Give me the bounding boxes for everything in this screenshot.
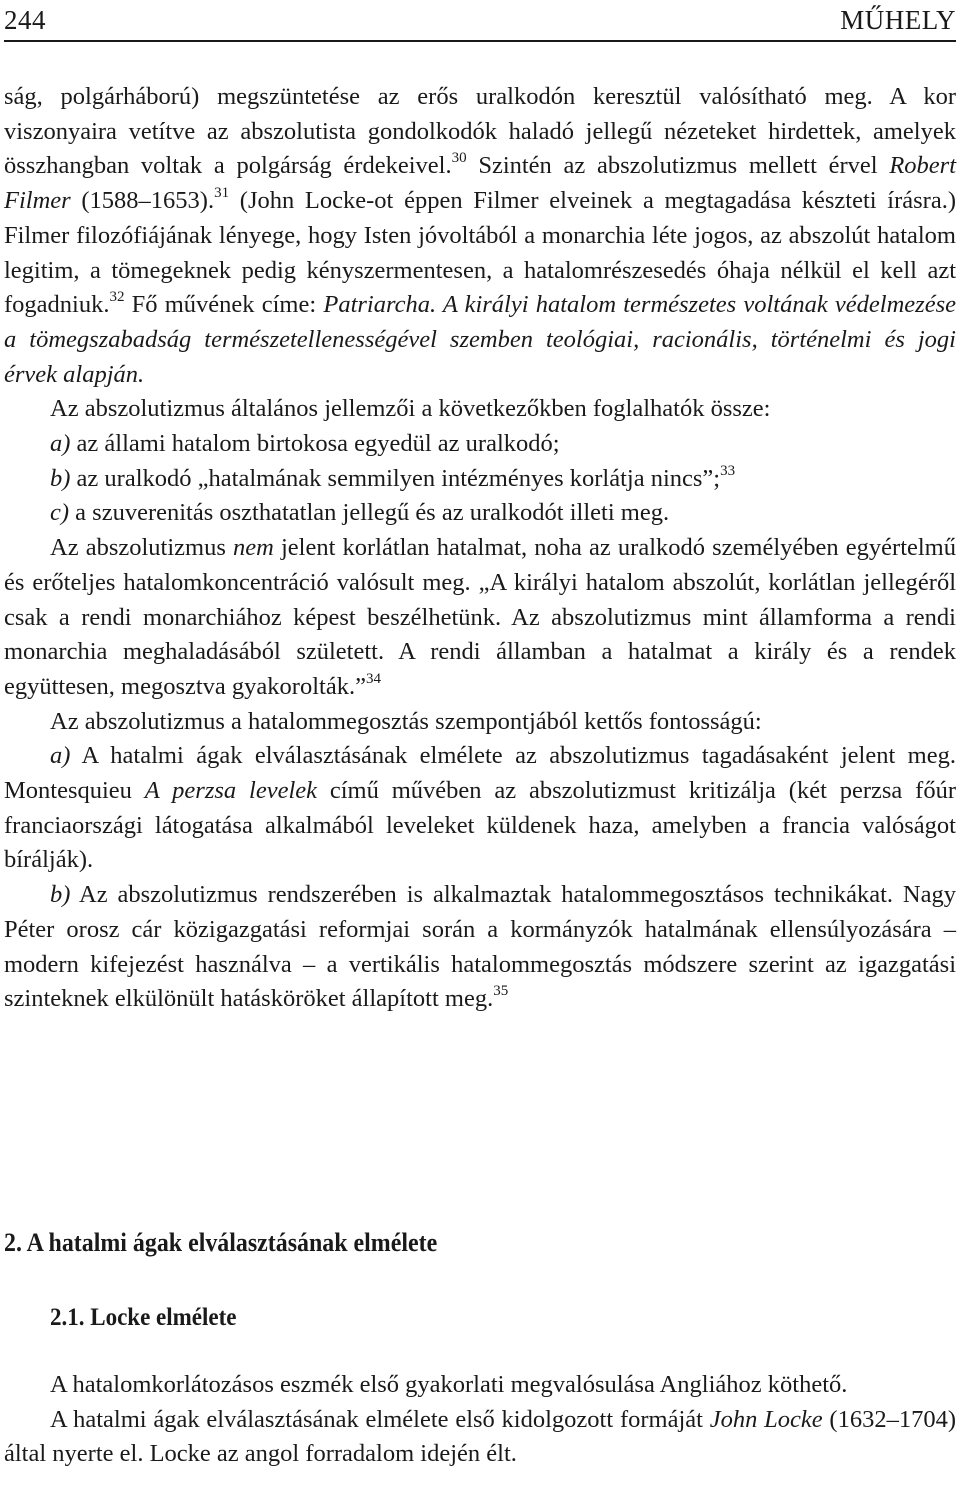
page-number: 244 (4, 5, 46, 35)
header-rule (4, 40, 956, 42)
list-item-c: c) a szuverenitás oszthatatlan jellegű és az uralkodót illeti meg. (50, 499, 670, 527)
footnote-ref-35[interactable]: 35 (493, 983, 509, 1000)
paragraph-not-unlimited: Az abszolutizmus nem jelent korlátlan hatalmat, noha az uralkodó személyében egyértelmű és erőteljes hatalomkoncentráció valósult meg. „A királyi hatalom abszolút, korlátlan jellegéről csak a rendi monarchiához képest beszélhetünk. Az abszolutizmus mint államforma a rendi monarchia meghaladásából született. A rendi államban a hatalmat a király és a rendek együttesen, megosztva gyakorolták.”$^{34}$ (4, 534, 956, 700)
body-text (4, 80, 956, 1017)
journal-title: MŰHELY (840, 5, 956, 35)
footnote-ref-34[interactable]: 34 (365, 670, 381, 687)
footnote-ref-32[interactable]: 32 (109, 289, 125, 306)
list-item-b-2: b) Az abszolutizmus rendszerében is alkalmaztak hatalommegosztásos technikákat. Nagy Péter orosz cár közigazgatási reformjai során a kormányzók hatalmának ellensúlyozására – modern kifejezést használva – a vertikális hatalommegosztás módszere szerint az igazgatási szinteknek elkülönült hatásköröket állapított meg.$^{35}$ (4, 881, 956, 1013)
section-body-text (4, 1368, 956, 1472)
subsection-heading: 2.1. Locke elmélete (50, 1304, 237, 1331)
list-item-a-2: a) A hatalmi ágak elválasztásának elmélete az abszolutizmus tagadásaként jelent meg. Montesquieu A perzsa levelek című művében az abszolutizmust kritizálja (két perzsa főúr franciaországi látogatása alkalmából leveleket küldenek haza, amelyben a francia valóságot bírálják). (4, 742, 956, 874)
paragraph-characteristics: Az abszolutizmus általános jellemzői a következőkben foglalhatók össze: (50, 395, 771, 423)
running-header (4, 5, 956, 39)
paragraph-england: A hatalomkorlátozásos eszmék első gyakorlati megvalósulása Angliához köthető. (50, 1371, 848, 1398)
paragraph-locke: A hatalmi ágak elválasztásának elmélete első kidolgozott formáját John Locke (1632–1704) által nyerte el. Locke az angol forradalom idején élt. (4, 1405, 956, 1468)
list-item-b: b) az uralkodó „hatalmának semmilyen intézményes korlátja nincs”;$^{33}$ (50, 462, 736, 492)
footnote-ref-30[interactable]: 30 (451, 150, 467, 167)
section-heading: 2. A hatalmi ágak elválasztásának elmélete (4, 1228, 438, 1257)
list-item-a: a) az állami hatalom birtokosa egyedül az uralkodó; (50, 430, 560, 458)
paragraph-filmer: ság, polgárháború) megszüntetése az erős uralkodón keresztül valósítható meg. A kor viszonyaira vetítve az abszolutista gondolkodók haladó jellegű nézeteket hirdettek, amelyek összhangban voltak a polgárság érdekeivel.$^{30}$ Szintén az abszolutizmus mellett érvel Robert Filmer (1588–1653).$^{31}$ (John Locke-ot éppen Filmer elveinek a megtagadása készteti írásra.) Filmer filozófiájának lényege, hogy Isten jóvoltából a monarchia léte jogos, az abszolút hatalom legitim, a tömegeknek pedig kényszermentesen, a hatalomrészesedés óhaja nélkül el kell azt fogadniuk.$^{32}$ Fő művének címe: Patriarcha. A királyi hatalom természetes voltának védelmezése a tömegszabadság természetellenességével szemben teológiai, racionális, történelmi és jogi érvek alapján. (4, 83, 957, 388)
footnote-ref-33[interactable]: 33 (720, 462, 736, 479)
paragraph-importance: Az abszolutizmus a hatalommegosztás szempontjából kettős fontosságú: (50, 707, 762, 735)
footnote-ref-31[interactable]: 31 (214, 184, 230, 201)
